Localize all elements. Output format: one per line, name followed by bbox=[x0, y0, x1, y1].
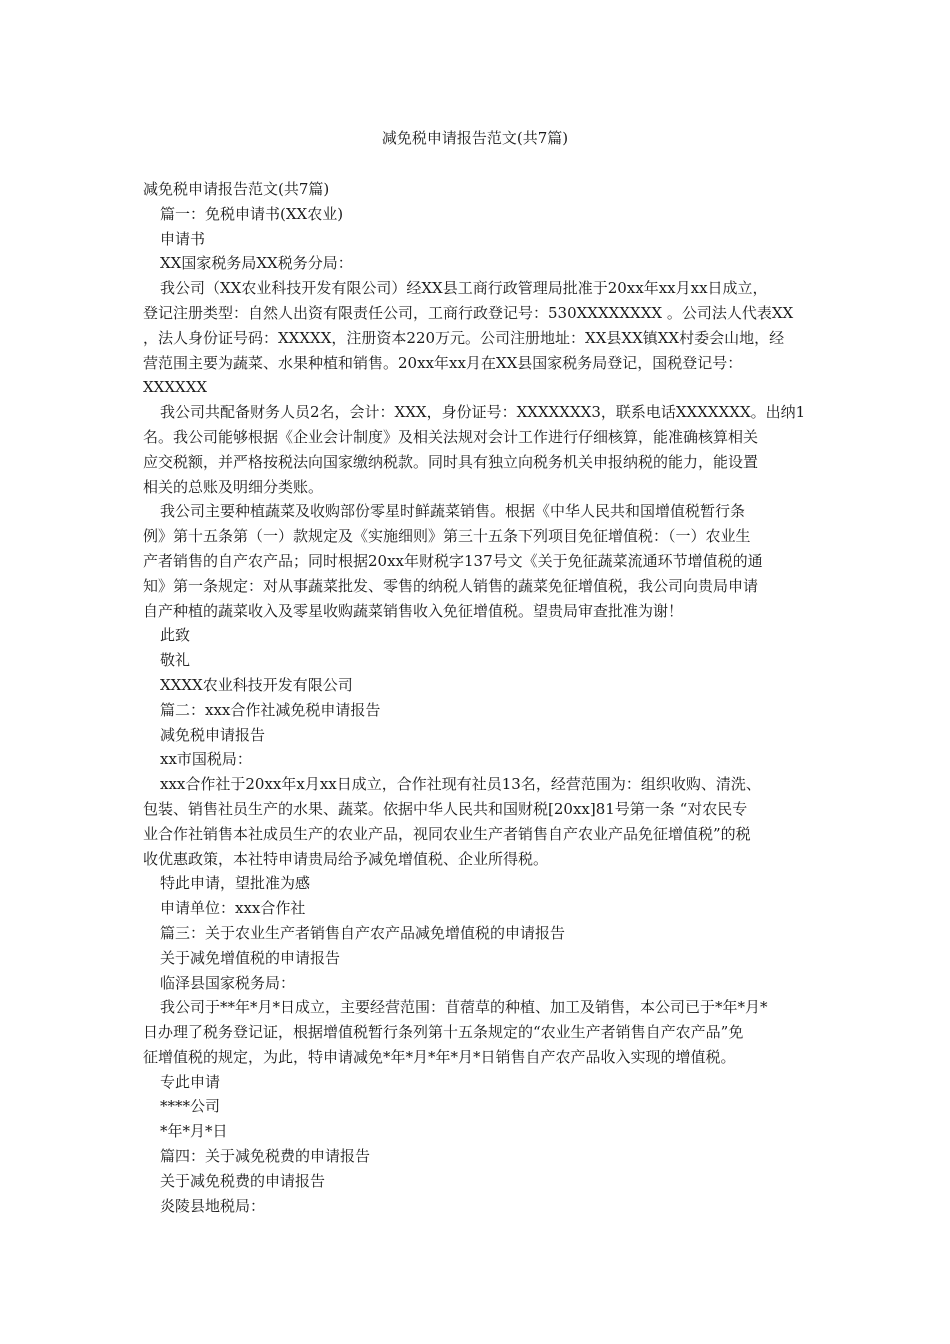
text-line: 篇一：免税申请书(XX农业) bbox=[160, 204, 344, 223]
text-line: 申请单位：xxx合作社 bbox=[160, 899, 306, 918]
text-line: 例》第十五条第（一）款规定及《实施细则》第三十五条下列项目免征增值税：（一）农业生 bbox=[143, 527, 751, 546]
text-line: 日办理了税务登记证，根据增值税暂行条列第十五条规定的“农业生产者销售自产农产品”免 bbox=[143, 1023, 744, 1042]
text-line: 营范围主要为蔬菜、水果种植和销售。20xx年xx月在XX县国家税务局登记，国税登记号： bbox=[143, 353, 743, 372]
text-line: ，法人身份证号码：XXXXX，注册资本220万元。公司注册地址：XX县XX镇XX村委会山地，经 bbox=[143, 328, 785, 347]
text-line: 炎陵县地税局： bbox=[160, 1196, 266, 1215]
text-line: xxx合作社于20xx年x月xx日成立，合作社现有社员13名，经营范围为：组织收购、清洗、 bbox=[160, 775, 761, 794]
text-line: 申请书 bbox=[160, 229, 206, 248]
text-line: 特此申请，望批准为感 bbox=[160, 874, 311, 893]
text-line: xx市国税局： bbox=[160, 750, 252, 769]
document-title: 减免税申请报告范文(共7篇) bbox=[381, 129, 569, 147]
text-line: 关于减免税费的申请报告 bbox=[160, 1171, 326, 1190]
text-line: 此致 bbox=[160, 626, 191, 645]
text-line: *年*月*日 bbox=[160, 1122, 228, 1141]
text-line: 登记注册类型：自然人出资有限责任公司，工商行政登记号：530XXXXXXXX 。公司法人代表XX bbox=[143, 303, 794, 322]
text-line: 名。我公司能够根据《企业会计制度》及相关法规对会计工作进行仔细核算，能准确核算相关 bbox=[143, 427, 759, 446]
text-line: 自产种植的蔬菜收入及零星收购蔬菜销售收入免征增值税。望贵局审查批准为谢！ bbox=[143, 601, 684, 620]
text-line: XX国家税务局XX税务分局： bbox=[160, 254, 353, 273]
text-line: 我公司共配备财务人员2名，会计：XXX，身份证号：XXXXXXX3，联系电话XXXXXXX。出纳1 bbox=[160, 403, 806, 422]
text-line: 知》第一条规定：对从事蔬菜批发、零售的纳税人销售的蔬菜免征增值税，我公司向贵局申请 bbox=[143, 576, 759, 595]
text-line: 业合作社销售本社成员生产的农业产品，视同农业生产者销售自产农业产品免征增值税”的税 bbox=[143, 824, 751, 843]
text-line: XXXX农业科技开发有限公司 bbox=[160, 675, 353, 694]
text-line: 篇二：xxx合作社减免税申请报告 bbox=[160, 700, 381, 719]
document-body bbox=[143, 177, 808, 1218]
text-line: 应交税额，并严格按税法向国家缴纳税款。同时具有独立向税务机关申报纳税的能力，能设置 bbox=[143, 452, 759, 471]
text-line: 我公司主要种植蔬菜及收购部份零星时鲜蔬菜销售。根据《中华人民共和国增值税暂行条 bbox=[160, 502, 746, 521]
text-line: 减免税申请报告范文(共7篇) bbox=[143, 180, 330, 198]
text-line: 敬礼 bbox=[160, 651, 191, 670]
text-line: XXXXXX bbox=[143, 378, 208, 397]
text-line: 专此申请 bbox=[160, 1072, 221, 1091]
text-line: 相关的总账及明细分类账。 bbox=[143, 477, 324, 496]
text-line: 征增值税的规定，为此，特申请减免*年*月*年*月*日销售自产农产品收入实现的增值税。 bbox=[143, 1047, 736, 1066]
text-line: 我公司（XX农业科技开发有限公司）经XX县工商行政管理局批准于20xx年xx月xx日成立， bbox=[160, 279, 768, 298]
text-line: 篇三：关于农业生产者销售自产农产品减免增值税的申请报告 bbox=[160, 923, 566, 942]
text-line: 关于减免增值税的申请报告 bbox=[160, 948, 341, 967]
text-line: 减免税申请报告 bbox=[160, 725, 266, 744]
text-line: 我公司于**年*月*日成立，主要经营范围：苜蓿草的种植、加工及销售，本公司已于*年*月* bbox=[160, 998, 768, 1017]
text-line: 篇四：关于减免税费的申请报告 bbox=[160, 1147, 371, 1166]
text-line: ****公司 bbox=[160, 1097, 221, 1116]
text-line: 收优惠政策，本社特申请贵局给予减免增值税、企业所得税。 bbox=[143, 849, 549, 868]
text-line: 临泽县国家税务局： bbox=[160, 973, 296, 992]
text-line: 产者销售的自产农产品；同时根据20xx年财税字137号文《关于免征蔬菜流通环节增值税的通 bbox=[143, 551, 763, 570]
text-line: 包装、销售社员生产的水果、蔬菜。依据中华人民共和国财税[20xx]81号第一条 “对农民专 bbox=[143, 799, 748, 818]
